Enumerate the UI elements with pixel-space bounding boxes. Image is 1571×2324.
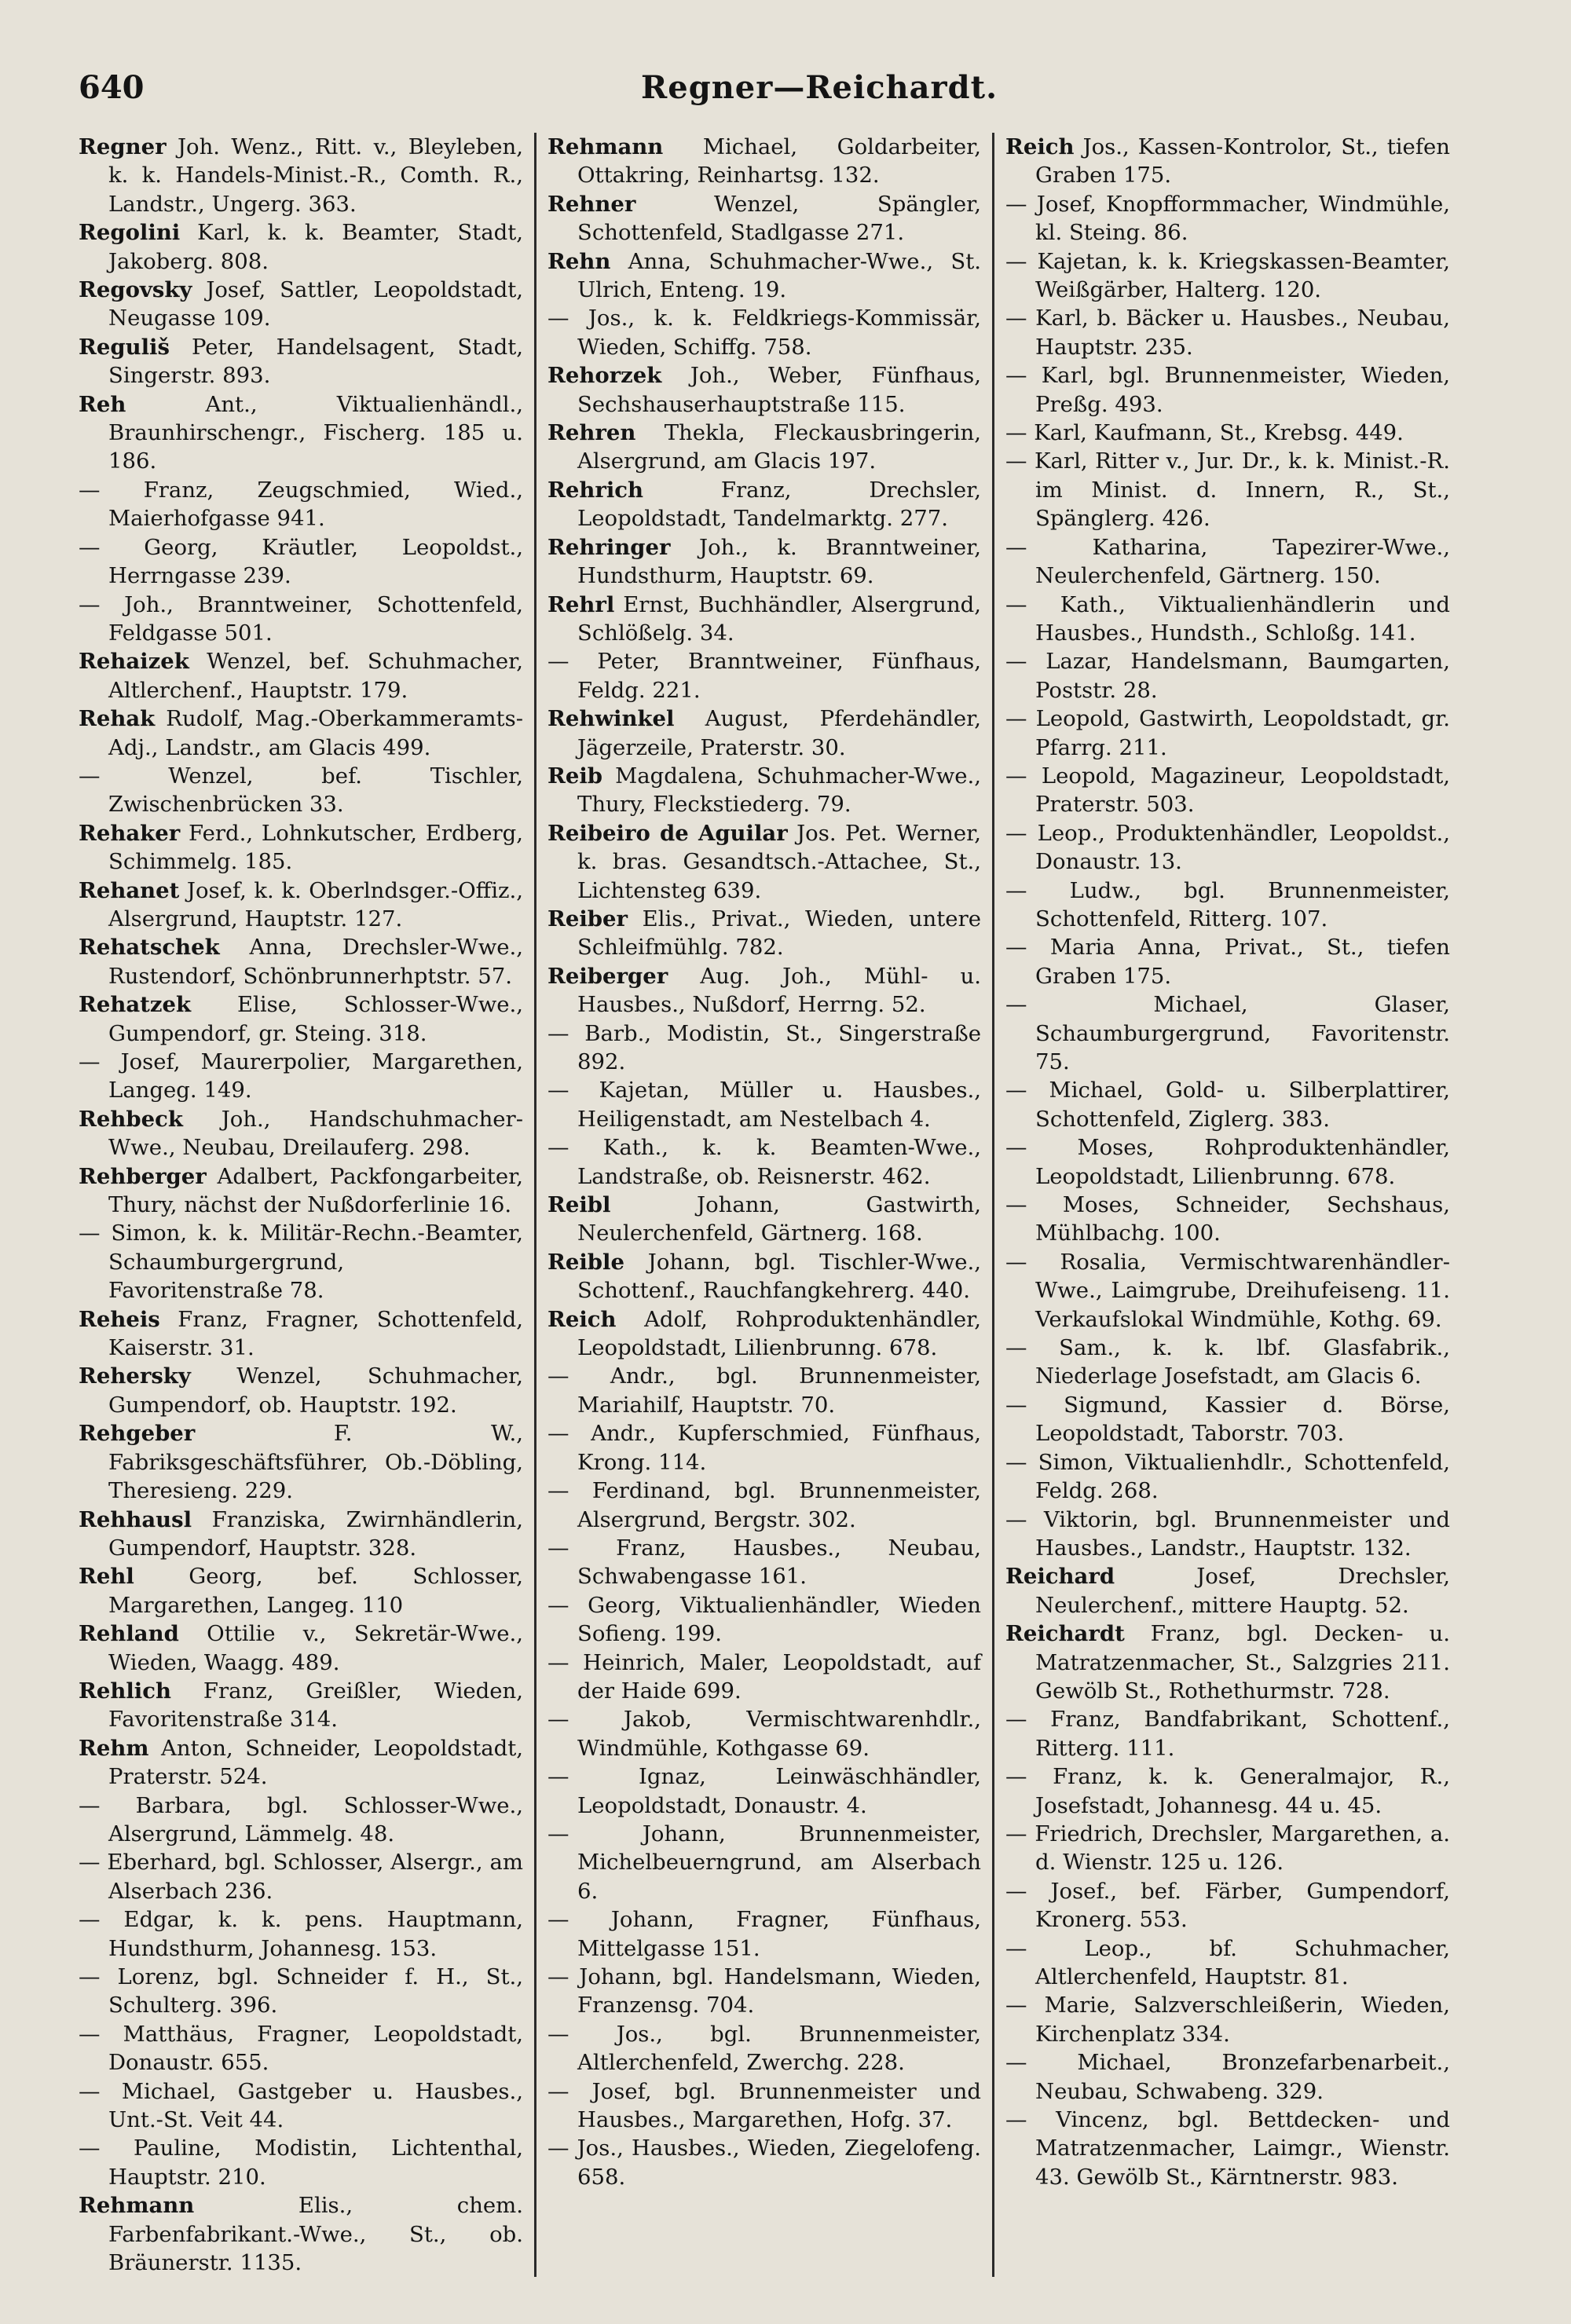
directory-entry [1005, 247, 1450, 305]
directory-entry [547, 1905, 981, 1963]
column-1 [79, 133, 534, 2277]
directory-entry [79, 218, 523, 276]
entry-surname: Reichardt [1005, 1621, 1125, 1647]
directory-entry [547, 647, 981, 705]
entry-surname: Rehberger [79, 1163, 207, 1189]
entry-surname: Reiber [547, 906, 628, 931]
entry-details: Elis., Privat., Wieden, untere Schleifmühlg. 782. [577, 906, 981, 961]
entry-details: — Johann, Brunnenmeister, Michelbeuerngrund, am Alserbach 6. [547, 1821, 981, 1904]
entry-surname: Rehrl [547, 591, 615, 617]
entry-details: Anna, Drechsler-Wwe., Rustendorf, Schönbrunnerhptstr. 57. [108, 935, 523, 989]
entry-details: — Eberhard, bgl. Schlosser, Alsergr., am Alserbach 236. [79, 1850, 523, 1904]
entry-surname: Rehatschek [79, 935, 220, 961]
entry-details: — Matthäus, Fragner, Leopoldstadt, Donaustr. 655. [79, 2021, 523, 2076]
entry-details: Johann, Gastwirth, Neulerchenfeld, Gärtnerg. 168. [577, 1192, 981, 1246]
entry-surname: Reichard [1005, 1564, 1115, 1590]
entry-details: — Kath., k. k. Beamten-Wwe., Landstraße, ob. Reisnerstr. 462. [547, 1135, 981, 1189]
entry-details: — Peter, Branntweiner, Fünfhaus, Feldg. 221. [547, 649, 981, 703]
entry-details: — Michael, Bronzefarbenarbeit., Neubau, Schwabeng. 329. [1005, 2050, 1450, 2104]
directory-entry [1005, 1506, 1450, 1563]
entry-details: Joh., k. Branntweiner, Hundsthurm, Hauptstr. 69. [577, 534, 981, 589]
entry-details: Thekla, Fleckausbringerin, Alsergrund, am Glacis 197. [577, 420, 981, 474]
entry-details: — Wenzel, bef. Tischler, Zwischenbrücken 33. [79, 763, 523, 818]
page-number: 640 [79, 69, 145, 106]
directory-entry [79, 762, 523, 819]
entry-details: — Franz, Bandfabrikant, Schottenf., Ritterg. 111. [1005, 1707, 1450, 1761]
entry-surname: Reguliš [79, 334, 170, 360]
directory-entry [79, 647, 523, 705]
entry-details: Ant., Viktualienhändl., Braunhirschengr., Fischerg. 185 u. 186. [108, 391, 523, 474]
entry-details: Franz, Fragner, Schottenfeld, Kaiserstr. 31. [108, 1306, 523, 1361]
directory-entry [547, 533, 981, 591]
entry-surname: Rehmann [79, 2193, 195, 2219]
entry-details: — Karl, b. Bäcker u. Hausbes., Neubau, Hauptstr. 235. [1005, 306, 1450, 360]
directory-entry [79, 1905, 523, 1963]
directory-entry [547, 1477, 981, 1534]
entry-details: — Friedrich, Drechsler, Margarethen, a. d. Wienstr. 125 u. 126. [1005, 1821, 1450, 1876]
entry-details: Franz, bgl. Decken- u. Matratzenmacher, St., Salzgries 211. Gewölb St., Rothethurmstr. 728. [1035, 1621, 1450, 1704]
directory-entry [79, 2077, 523, 2135]
entry-details: — Vincenz, bgl. Bettdecken- und Matratzenmacher, Laimgr., Wienstr. 43. Gewölb St., Kärntnerstr. 983. [1005, 2107, 1450, 2190]
entry-details: Anna, Schuhmacher-Wwe., St. Ulrich, Enteng. 19. [577, 248, 981, 303]
entry-surname: Reheis [79, 1306, 160, 1332]
entry-details: Johann, bgl. Tischler-Wwe., Schottenf., Rauchfangkehrerg. 440. [577, 1249, 981, 1304]
entry-surname: Rehland [79, 1621, 179, 1647]
entry-details: — Josef, Knopfformmacher, Windmühle, kl. Steing. 86. [1005, 191, 1450, 246]
entry-details: — Katharina, Tapezirer-Wwe., Neulerchenfeld, Gärtnerg. 150. [1005, 534, 1450, 589]
directory-entry [547, 591, 981, 648]
directory-entry [79, 877, 523, 934]
directory-entry [547, 905, 981, 962]
entry-surname: Reibl [547, 1192, 611, 1218]
entry-surname: Rehl [79, 1564, 134, 1590]
directory-entry [547, 1019, 981, 1077]
entry-details: Karl, k. k. Beamter, Stadt, Jakoberg. 808. [108, 220, 523, 274]
entry-surname: Rehgeber [79, 1421, 196, 1447]
entry-surname: Reibeiro de Aguilar [547, 820, 788, 846]
entry-details: — Moses, Schneider, Sechshaus, Mühlbachg. 100. [1005, 1192, 1450, 1246]
entry-surname: Rehmann [547, 134, 664, 159]
entry-surname: Rehrich [547, 477, 644, 503]
directory-entry [547, 1362, 981, 1419]
entry-details: Magdalena, Schuhmacher-Wwe., Thury, Fleckstiederg. 79. [577, 763, 981, 818]
entry-details: — Jos., Hausbes., Wieden, Ziegelofeng. 658. [547, 2136, 981, 2190]
directory-entry [547, 1248, 981, 1305]
directory-entry [547, 2134, 981, 2191]
entry-surname: Rehaizek [79, 649, 189, 675]
directory-entry [1005, 1191, 1450, 1248]
entry-surname: Rehaker [79, 820, 181, 846]
directory-entry [79, 1734, 523, 1791]
entry-details: — Maria Anna, Privat., St., tiefen Graben 175. [1005, 935, 1450, 989]
directory-entry [547, 133, 981, 190]
directory-entry [79, 1562, 523, 1619]
directory-entry [547, 1762, 981, 1820]
entry-details: Joh., Weber, Fünfhaus, Sechshauserhauptstraße 115. [577, 363, 981, 417]
directory-entry [1005, 1619, 1450, 1705]
entry-details: — Jos., bgl. Brunnenmeister, Altlerchenfeld, Zwerchg. 228. [547, 2021, 981, 2076]
directory-entry [1005, 1076, 1450, 1133]
entry-surname: Reiberger [547, 963, 668, 989]
directory-entry [1005, 933, 1450, 990]
entry-details: — Karl, Ritter v., Jur. Dr., k. k. Minist.-R. im Minist. d. Innern, R., St., Spänglerg. 426. [1005, 448, 1450, 532]
entry-surname: Reh [79, 391, 126, 417]
entry-details: — Andr., Kupferschmied, Fünfhaus, Krong. 114. [547, 1421, 981, 1475]
directory-entry [547, 1534, 981, 1591]
entry-details: — Johann, bgl. Handelsmann, Wieden, Franzensg. 704. [547, 1964, 981, 2018]
directory-entry [547, 2020, 981, 2077]
directory-entry [547, 1705, 981, 1762]
directory-entry [79, 591, 523, 648]
entry-details: — Franz, k. k. Generalmajor, R., Josefstadt, Johannesg. 44 u. 45. [1005, 1764, 1450, 1818]
entry-details: Jos., Kassen-Kontrolor, St., tiefen Graben 175. [1035, 134, 1450, 188]
entry-details: — Ferdinand, bgl. Brunnenmeister, Alsergrund, Bergstr. 302. [547, 1478, 981, 1532]
directory-entry [79, 1362, 523, 1419]
entry-details: Franz, Drechsler, Leopoldstadt, Tandelmarktg. 277. [577, 477, 981, 532]
entry-details: Ottilie v., Sekretär-Wwe., Wieden, Waagg. 489. [108, 1621, 523, 1675]
entry-details: — Michael, Gastgeber u. Hausbes., Unt.-St. Veit 44. [79, 2078, 523, 2133]
entry-details: — Lorenz, bgl. Schneider f. H., St., Schulterg. 396. [79, 1964, 523, 2018]
directory-entry [547, 819, 981, 905]
directory-entry [79, 133, 523, 218]
column-2 [536, 133, 992, 2277]
directory-entry [79, 1791, 523, 1849]
directory-entry [79, 1619, 523, 1677]
entry-surname: Regolini [79, 220, 181, 246]
entry-surname: Reib [547, 763, 603, 789]
directory-entry [1005, 133, 1450, 190]
directory-entry [547, 1076, 981, 1133]
entry-details: — Barbara, bgl. Schlosser-Wwe., Alsergrund, Lämmelg. 48. [79, 1792, 523, 1846]
entry-details: Peter, Handelsagent, Stadt, Singerstr. 893. [108, 334, 523, 389]
page-title: Regner—Reichardt. [641, 69, 998, 106]
directory-entry [79, 819, 523, 877]
directory-entry [79, 390, 523, 476]
entry-surname: Rehner [547, 191, 636, 217]
entry-details: Adolf, Rohproduktenhändler, Leopoldstadt, Lilienbrunng. 678. [577, 1306, 981, 1361]
directory-entry [79, 2020, 523, 2077]
entry-details: — Leop., Produktenhändler, Leopoldst., Donaustr. 13. [1005, 820, 1450, 875]
directory-entry [547, 361, 981, 419]
directory-entry [547, 419, 981, 476]
directory-entry [1005, 1562, 1450, 1619]
entry-details: — Michael, Gold- u. Silberplattirer, Schottenfeld, Ziglerg. 383. [1005, 1078, 1450, 1132]
directory-entry [79, 1162, 523, 1220]
entry-details: — Viktorin, bgl. Brunnenmeister und Hausbes., Landstr., Hauptstr. 132. [1005, 1506, 1450, 1561]
directory-entry [1005, 990, 1450, 1076]
directory-entry [1005, 819, 1450, 877]
directory-entry [1005, 1133, 1450, 1191]
entry-details: Josef, Drechsler, Neulerchenf., mittere Hauptg. 52. [1035, 1564, 1450, 1618]
directory-entry [1005, 1448, 1450, 1506]
entry-surname: Rehersky [79, 1363, 191, 1389]
directory-entry [1005, 447, 1450, 533]
directory-entry [547, 190, 981, 247]
directory-entry [79, 476, 523, 533]
directory-entry [1005, 877, 1450, 934]
directory-entry [1005, 1248, 1450, 1334]
entry-surname: Reible [547, 1249, 624, 1275]
directory-entry [547, 247, 981, 305]
entry-surname: Reich [1005, 134, 1075, 159]
directory-entry [547, 476, 981, 533]
directory-entry [1005, 1820, 1450, 1877]
directory-entry [547, 1133, 981, 1191]
entry-details: Joh., Handschuhmacher-Wwe., Neubau, Dreilauferg. 298. [108, 1106, 523, 1161]
directory-entry [79, 1105, 523, 1162]
directory-entry [79, 1048, 523, 1105]
entry-details: — Leopold, Gastwirth, Leopoldstadt, gr. Pfarrg. 211. [1005, 706, 1450, 760]
entry-details: — Edgar, k. k. pens. Hauptmann, Hundsthurm, Johannesg. 153. [79, 1907, 523, 1961]
entry-details: — Kath., Viktualienhändlerin und Hausbes., Hundsth., Schloßg. 141. [1005, 591, 1450, 646]
entry-details: — Sam., k. k. lbf. Glasfabrik., Niederlage Josefstadt, am Glacis 6. [1005, 1335, 1450, 1389]
entry-details: — Jakob, Vermischtwarenhdlr., Windmühle, Kothgasse 69. [547, 1707, 981, 1761]
directory-entry [1005, 1762, 1450, 1820]
entry-details: — Marie, Salzverschleißerin, Wieden, Kirchenplatz 334. [1005, 1993, 1450, 2047]
entry-surname: Rehren [547, 420, 636, 446]
entry-details: — Kajetan, Müller u. Hausbes., Heiligenstadt, am Nestelbach 4. [547, 1078, 981, 1132]
directory-entry [547, 1191, 981, 1248]
directory-entry [1005, 361, 1450, 419]
entry-details: Joh. Wenz., Ritt. v., Bleyleben, k. k. Handels-Minist.-R., Comth. R., Landstr., Ungerg. 363. [108, 134, 523, 217]
directory-entry [547, 2077, 981, 2135]
entry-details: — Franz, Zeugschmied, Wied., Maierhofgasse 941. [79, 477, 523, 532]
entry-details: Wenzel, bef. Schuhmacher, Altlerchenf., Hauptstr. 179. [108, 649, 523, 703]
entry-details: Anton, Schneider, Leopoldstadt, Praterstr. 524. [108, 1735, 523, 1790]
entry-details: — Ludw., bgl. Brunnenmeister, Schottenfeld, Ritterg. 107. [1005, 877, 1450, 931]
entry-surname: Rehak [79, 706, 156, 732]
entry-details: Aug. Joh., Mühl- u. Hausbes., Nußdorf, Herrng. 52. [577, 963, 981, 1018]
entry-details: — Sigmund, Kassier d. Börse, Leopoldstadt, Taborstr. 703. [1005, 1392, 1450, 1447]
entry-details: Franziska, Zwirnhändlerin, Gumpendorf, Hauptstr. 328. [108, 1506, 523, 1561]
entry-details: — Moses, Rohproduktenhändler, Leopoldstadt, Lilienbrunng. 678. [1005, 1135, 1450, 1189]
entry-surname: Rehlich [79, 1678, 171, 1704]
directory-entry [1005, 1934, 1450, 1992]
directory-entry [1005, 705, 1450, 762]
entry-details: — Michael, Glaser, Schaumburgergrund, Favoritenstr. 75. [1005, 992, 1450, 1074]
directory-entry [79, 333, 523, 390]
entry-details: August, Pferdehändler, Jägerzeile, Praterstr. 30. [577, 706, 981, 760]
entry-details: — Heinrich, Maler, Leopoldstadt, auf der Haide 699. [547, 1649, 981, 1704]
directory-entry [79, 1677, 523, 1734]
directory-entry [1005, 419, 1450, 447]
directory-entry [1005, 762, 1450, 819]
entry-details: — Josef., bef. Färber, Gumpendorf, Kronerg. 553. [1005, 1878, 1450, 1933]
entry-details: — Karl, bgl. Brunnenmeister, Wieden, Preßg. 493. [1005, 363, 1450, 417]
entry-surname: Reich [547, 1306, 617, 1332]
directory-entry [79, 705, 523, 762]
directory-entry [79, 990, 523, 1048]
entry-surname: Regner [79, 134, 167, 159]
directory-entry [79, 1848, 523, 1905]
entry-details: — Simon, k. k. Militär-Rechn.-Beamter, Schaumburgergrund, Favoritenstraße 78. [79, 1221, 523, 1304]
entry-details: Ferd., Lohnkutscher, Erdberg, Schimmelg. 185. [108, 820, 523, 875]
entry-details: Rudolf, Mag.-Oberkammeramts-Adj., Landstr., am Glacis 499. [108, 706, 523, 760]
column-3 [994, 133, 1450, 2277]
page-header [79, 69, 1500, 106]
entry-surname: Rehanet [79, 877, 180, 903]
directory-entry [1005, 304, 1450, 361]
directory-entry [547, 1305, 981, 1363]
entry-details: — Johann, Fragner, Fünfhaus, Mittelgasse 151. [547, 1907, 981, 1961]
directory-entry [79, 2134, 523, 2191]
directory-entry [547, 1419, 981, 1477]
entry-details: Jos. Pet. Werner, k. bras. Gesandtsch.-Attachee, St., Lichtensteg 639. [577, 820, 981, 903]
entry-details: — Kajetan, k. k. Kriegskassen-Beamter, Weißgärber, Halterg. 120. [1005, 248, 1450, 303]
directory-entry [79, 1419, 523, 1505]
directory-entry [1005, 1705, 1450, 1762]
directory-entry [547, 304, 981, 361]
directory-entry [547, 705, 981, 762]
entry-details: Elis., chem. Farbenfabrikant.-Wwe., St., ob. Bräunerstr. 1135. [108, 2193, 523, 2276]
directory-entry [79, 276, 523, 333]
entry-details: — Pauline, Modistin, Lichtenthal, Hauptstr. 210. [79, 2136, 523, 2190]
directory-entry [1005, 533, 1450, 591]
entry-details: — Franz, Hausbes., Neubau, Schwabengasse 161. [547, 1535, 981, 1590]
entry-details: — Simon, Viktualienhdlr., Schottenfeld, Feldg. 268. [1005, 1449, 1450, 1504]
entry-details: Ernst, Buchhändler, Alsergrund, Schlößelg. 34. [577, 591, 981, 646]
entry-surname: Rehbeck [79, 1106, 183, 1132]
entry-details: — Ignaz, Leinwäschhändler, Leopoldstadt, Donaustr. 4. [547, 1764, 981, 1818]
directory-entry [79, 933, 523, 990]
entry-surname: Rehn [547, 248, 611, 274]
entry-details: Wenzel, Schuhmacher, Gumpendorf, ob. Hauptstr. 192. [108, 1363, 523, 1418]
entry-surname: Rehhausl [79, 1506, 192, 1532]
entry-details: Josef, k. k. Oberlndsger.-Offiz., Alsergrund, Hauptstr. 127. [108, 877, 523, 931]
entry-details: Michael, Goldarbeiter, Ottakring, Reinhartsg. 132. [577, 134, 981, 188]
entry-details: — Georg, Viktualienhändler, Wieden Sofieng. 199. [547, 1592, 981, 1647]
directory-entry [79, 533, 523, 591]
entry-details: — Joh., Branntweiner, Schottenfeld, Feldgasse 501. [79, 591, 523, 646]
directory-entry [1005, 1334, 1450, 1391]
entry-details: F. W., Fabriksgeschäftsführer, Ob.-Döbling, Theresieng. 229. [108, 1421, 523, 1504]
entry-details: Adalbert, Packfongarbeiter, Thury, nächst der Nußdorferlinie 16. [108, 1163, 523, 1218]
entry-details: — Andr., bgl. Brunnenmeister, Mariahilf, Hauptstr. 70. [547, 1363, 981, 1418]
entry-surname: Rehm [79, 1735, 149, 1761]
entry-details: Franz, Greißler, Wieden, Favoritenstraße 314. [108, 1678, 523, 1733]
entry-surname: Rehorzek [547, 363, 662, 389]
directory-entry [547, 1820, 981, 1905]
entry-details: Georg, bef. Schlosser, Margarethen, Langeg. 110 [108, 1564, 523, 1618]
entry-surname: Regovsky [79, 277, 192, 303]
entry-details: — Leopold, Magazineur, Leopoldstadt, Praterstr. 503. [1005, 763, 1450, 818]
directory-entry [79, 1963, 523, 2020]
directory-entry [79, 1219, 523, 1305]
entry-surname: Rehatzek [79, 992, 192, 1018]
entry-details: — Karl, Kaufmann, St., Krebsg. 449. [1005, 420, 1404, 446]
directory-entry [1005, 2106, 1450, 2191]
entry-details: Wenzel, Spängler, Schottenfeld, Stadlgasse 271. [577, 191, 981, 246]
entry-details: — Rosalia, Vermischtwarenhändler-Wwe., Laimgrube, Dreihufeiseng. 11. Verkaufslokal Windmühle, Kothg. 69. [1005, 1249, 1450, 1332]
entry-surname: Rehwinkel [547, 706, 675, 732]
entry-details: — Georg, Kräutler, Leopoldst., Herrngasse 239. [79, 534, 523, 589]
directory-entry [1005, 591, 1450, 648]
directory-entry [1005, 1391, 1450, 1448]
directory-entry [1005, 1991, 1450, 2048]
directory-entry [547, 962, 981, 1019]
directory-entry [1005, 1877, 1450, 1934]
directory-entry [547, 1591, 981, 1649]
entry-details: Josef, Sattler, Leopoldstadt, Neugasse 109. [108, 277, 523, 331]
entry-details: Elise, Schlosser-Wwe., Gumpendorf, gr. Steing. 318. [108, 992, 523, 1046]
directory-columns [79, 133, 1500, 2277]
entry-details: — Leop., bf. Schuhmacher, Altlerchenfeld, Hauptstr. 81. [1005, 1935, 1450, 1989]
directory-entry [1005, 647, 1450, 705]
directory-entry [547, 762, 981, 819]
entry-details: — Jos., k. k. Feldkriegs-Kommissär, Wieden, Schiffg. 758. [547, 306, 981, 360]
directory-entry [1005, 2048, 1450, 2106]
directory-entry [79, 2191, 523, 2277]
directory-entry [547, 1963, 981, 2020]
entry-details: — Barb., Modistin, St., Singerstraße 892. [547, 1020, 981, 1074]
entry-details: — Lazar, Handelsmann, Baumgarten, Poststr. 28. [1005, 649, 1450, 703]
entry-details: — Josef, bgl. Brunnenmeister und Hausbes., Margarethen, Hofg. 37. [547, 2078, 981, 2133]
entry-surname: Rehringer [547, 534, 671, 560]
directory-entry [1005, 190, 1450, 247]
directory-entry [79, 1305, 523, 1363]
directory-entry [547, 1649, 981, 1706]
directory-entry [79, 1506, 523, 1563]
entry-details: — Josef, Maurerpolier, Margarethen, Langeg. 149. [79, 1049, 523, 1103]
